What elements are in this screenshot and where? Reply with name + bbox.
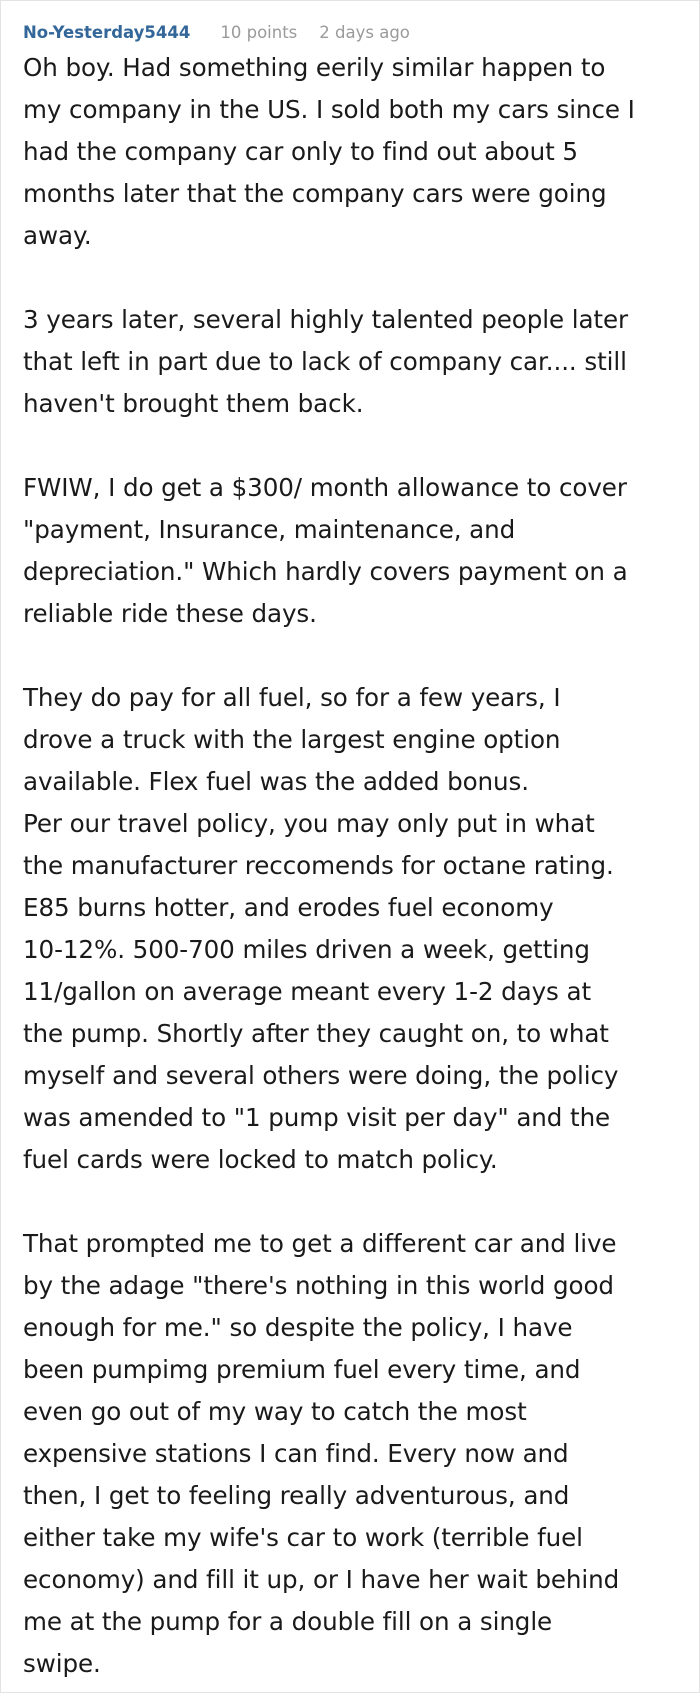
comment-line: months later that the company cars were going <box>23 179 607 208</box>
comment-line: drove a truck with the largest engine option <box>23 725 561 754</box>
comment-line: was amended to "1 pump visit per day" and the <box>23 1103 611 1132</box>
comment-line: by the adage "there's nothing in this world good <box>23 1271 614 1300</box>
comment-points: 10 points <box>220 22 298 42</box>
comment-line: economy) and fill it up, or I have her wait behind <box>23 1565 620 1594</box>
comment-line: FWIW, I do get a $300/ month allowance to cover <box>23 473 627 502</box>
comment-username-link[interactable]: No-Yesterday5444 <box>23 22 191 42</box>
comment-line: They do pay for all fuel, so for a few years, I <box>23 683 561 712</box>
comment-line: me at the pump for a double fill on a single <box>23 1607 553 1636</box>
comment-line: that left in part due to lack of company car.... still <box>23 347 627 376</box>
comment-line: myself and several others were doing, the policy <box>23 1061 619 1090</box>
comment-line: 3 years later, several highly talented people later <box>23 305 629 334</box>
comment-line: That prompted me to get a different car and live <box>23 1229 617 1258</box>
comment-line: the pump. Shortly after they caught on, to what <box>23 1019 609 1048</box>
comment-line: 11/gallon on average meant every 1-2 days at <box>23 977 592 1006</box>
comment-line: expensive stations I can find. Every now and <box>23 1439 569 1468</box>
comment-line: the manufacturer reccomends for octane rating. <box>23 851 614 880</box>
comment-paragraph <box>23 467 683 635</box>
comment-paragraph <box>23 803 683 1181</box>
comment-line: "payment, Insurance, maintenance, and <box>23 515 516 544</box>
comment-line: away. <box>23 221 92 250</box>
comment-line: depreciation." Which hardly covers payment on a <box>23 557 628 586</box>
comment-line: been pumpimg premium fuel every time, and <box>23 1355 581 1384</box>
comment-line: enough for me." so despite the policy, I have <box>23 1313 573 1342</box>
comment-line: even go out of my way to catch the most <box>23 1397 527 1426</box>
comment-line: reliable ride these days. <box>23 599 317 628</box>
comment-line: had the company car only to find out about 5 <box>23 137 578 166</box>
comment-paragraph <box>23 677 683 803</box>
comment-line: my company in the US. I sold both my cars since I <box>23 95 635 124</box>
comment-header <box>23 19 410 45</box>
comment-line: swipe. <box>23 1649 101 1678</box>
comment-line: Per our travel policy, you may only put in what <box>23 809 595 838</box>
comment-line: either take my wife's car to work (terrible fuel <box>23 1523 583 1552</box>
comment-timestamp: 2 days ago <box>319 22 410 42</box>
comment-line: Oh boy. Had something eerily similar happen to <box>23 53 606 82</box>
comment-paragraph <box>23 47 683 257</box>
comment-line: haven't brought them back. <box>23 389 364 418</box>
comment-line: then, I get to feeling really adventurous, and <box>23 1481 570 1510</box>
comment-paragraph <box>23 299 683 425</box>
comment-paragraph <box>23 1223 683 1685</box>
comment-line: 10-12%. 500-700 miles driven a week, getting <box>23 935 590 964</box>
comment-line: fuel cards were locked to match policy. <box>23 1145 498 1174</box>
comment-body <box>23 47 683 1685</box>
comment-line: available. Flex fuel was the added bonus. <box>23 767 529 796</box>
comment-line: E85 burns hotter, and erodes fuel economy <box>23 893 554 922</box>
